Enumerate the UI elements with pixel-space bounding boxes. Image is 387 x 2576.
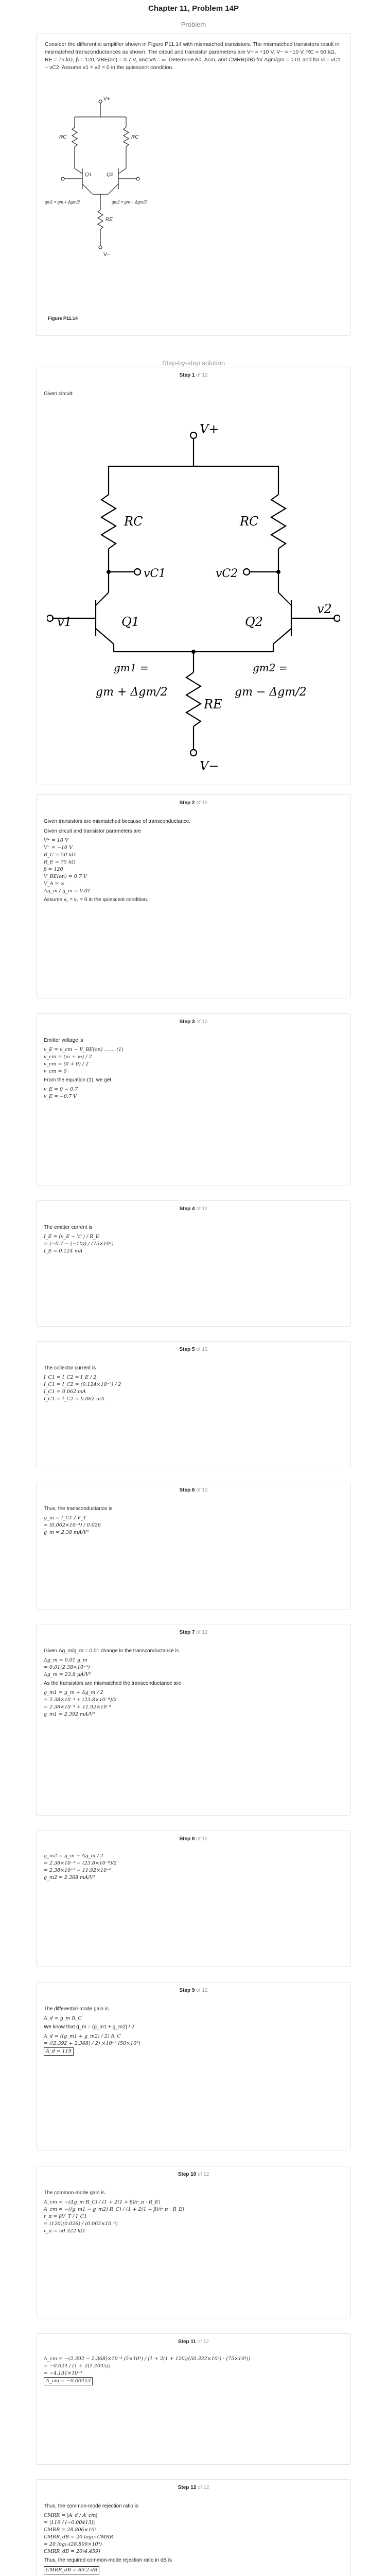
step-text: The common-mode gain is: [44, 2190, 105, 2196]
re-label: RE: [204, 697, 222, 711]
step-body: [44, 1646, 343, 1718]
step-by-step-heading: Step-by-step solution: [162, 359, 225, 367]
step-of-total: of 12: [195, 372, 208, 378]
step-card: [36, 2479, 351, 2576]
step-of-total: of 12: [195, 1988, 208, 1993]
step-label: Step 7: [179, 1630, 195, 1635]
step-of-total: of 12: [195, 1347, 208, 1352]
equation-line: CMRR = 28.806×10³: [44, 2527, 97, 2533]
step-label: Step 11: [178, 2339, 196, 2345]
equation-line: = 2.38×10⁻³ − 11.92×10⁻⁶: [44, 1868, 112, 1873]
equation-line: CMRR_dB = 20 log₁₀ CMRR: [44, 2534, 113, 2540]
gm1-label: gm1 =: [114, 662, 149, 674]
equation-line: I_C1 = I_C2 = (0.124×10⁻³) / 2: [44, 1382, 121, 1387]
boxed-result-value: A_cm = −0.00413: [44, 2377, 93, 2385]
step-heading: [37, 2172, 350, 2177]
equation-line: g_m = I_C1 / V_T: [44, 1515, 86, 1521]
equation-line: g_m = 2.38 mA/V²: [44, 1530, 89, 1535]
equation-line: g_m2 = 2.368 mA/V²: [44, 1875, 95, 1880]
equation-line: g_m1 = g_m + Δg_m / 2: [44, 1690, 103, 1696]
step-label: Step 4: [179, 1206, 195, 1212]
step-of-total: of 12: [196, 2172, 209, 2177]
step-card: [36, 1831, 351, 1967]
step-text: Given circuit:: [44, 391, 74, 397]
step-label: Step 1: [179, 372, 195, 378]
vc2-terminal: [243, 569, 250, 575]
fig-gm1-label: gm1 = gm + Δgm/2: [45, 200, 80, 205]
equation-line: β = 120: [44, 867, 63, 872]
equation-line: = ((2.392 + 2.368) / 2) ×10⁻³ (50×10³): [44, 2041, 140, 2046]
step-label: Step 3: [179, 1019, 195, 1025]
step-body: [44, 2188, 343, 2235]
vc1-label: vC1: [144, 567, 166, 580]
step-heading: [37, 2485, 350, 2490]
boxed-result-value: CMRR_dB = 89.2 dB: [44, 2566, 99, 2574]
step-body: [44, 1363, 343, 1403]
equation-line: Δg_m = 0.01 g_m: [44, 1657, 87, 1663]
equation-line: R_E = 75 kΩ: [44, 859, 76, 865]
equation-line: = 2.38×10⁻³ + (23.8×10⁻⁶)/2: [44, 1697, 117, 1703]
fig-q2-label: Q2: [107, 172, 114, 178]
step-label: Step 10: [178, 2172, 197, 2177]
circuit-diagram: [47, 399, 340, 782]
vc1-terminal: [134, 569, 140, 575]
step-body: [44, 2501, 343, 2574]
step-text: Thus, the common-mode rejection ratio is: [44, 2503, 138, 2509]
step-of-total: of 12: [195, 800, 208, 806]
rc-left-label: RC: [124, 514, 143, 529]
equation-line: A_cm = −(Δg_m R_C) / (1 + 2(1 + β)/r_π · R_E): [44, 2199, 161, 2205]
equation-line: I_C1 = 0.062 mA: [44, 1389, 86, 1395]
equation-line: v_E = −0.7 V: [44, 1094, 77, 1099]
equation-line: = (120)(0.026) / (0.062×10⁻³): [44, 2221, 118, 2227]
fig-vplus-label: V+: [103, 96, 110, 102]
step-body: [44, 2004, 343, 2056]
problem-figure: [44, 91, 178, 313]
q2-label: Q2: [245, 615, 263, 629]
resistor-rc: [271, 495, 286, 549]
rc-right-label: RC: [240, 514, 259, 529]
fig-gm2-label: gm2 = gm − Δgm/2: [112, 200, 147, 205]
equation-line: v_cm = 0: [44, 1069, 67, 1074]
step-text: The emitter current is: [44, 1225, 93, 1230]
equation-line: v_E = v_cm − V_BE(on) ....... (1): [44, 1047, 124, 1053]
step-body: [44, 389, 343, 400]
equation-line: = 2.38×10⁻³ − (23.8×10⁻⁶)/2: [44, 1860, 117, 1866]
step-heading: [37, 2339, 350, 2345]
step-heading: [37, 1347, 350, 1352]
equation-line: = (−0.7 − (−10)) / (75×10³): [44, 1241, 114, 1247]
gm2-label: gm2 =: [253, 662, 288, 674]
equation-line: r_π = βV_T / I_C1: [44, 2214, 87, 2219]
equation-line: A_cm = −(2.392 − 2.368)×10⁻³ (5×10³) / (1 + 2(1 + 120)/(50.322×10³) · (75×10³)): [44, 2356, 251, 2362]
step-text: We know that g_m = (g_m1 + g_m2) / 2: [44, 2024, 135, 2030]
step-of-total: of 12: [196, 2339, 209, 2345]
wire: [96, 629, 114, 644]
equation-line: = 0.01(2.38×10⁻³): [44, 1665, 90, 1670]
vminus-terminal: [190, 750, 197, 756]
problem-text: Consider the differential amplifier shown in Figure P11.14 with mismatched transistors. The mismatched transistors result in mismatched transconductances as shown. The circuit and transistor parameters are V+ = +10 V, V− = −10 V, RC = 50 kΩ, RE = 75 kΩ, β = 120, VBE(on) = 0.7 V, and VA = ∞. Determine Ad, Acm, and CMRR(dB) for Δgm/gm = 0.01 and for vi = vC1 − vC2. Assume v1 = v2 = 0 in the quiescent condition.: [45, 41, 341, 71]
q1-label: Q1: [121, 615, 139, 629]
step-of-total: of 12: [195, 1836, 208, 1842]
step-label: Step 2: [179, 800, 195, 806]
step-of-total: of 12: [195, 1206, 208, 1212]
step-text: Emitter voltage is: [44, 1038, 83, 1043]
equation-line: V_BE(on) = 0.7 V: [44, 874, 87, 879]
equation-line: g_m1 = 2.392 mA/V²: [44, 1711, 95, 1717]
step-text: Given circuit and transistor parameters are: [44, 828, 141, 834]
step-body: [44, 2355, 343, 2385]
wire: [96, 592, 109, 605]
wire: [278, 592, 291, 605]
equation-line: CMRR = |A_d / A_cm|: [44, 2513, 98, 2518]
equation-line: Δg_m / g_m = 0.01: [44, 888, 91, 894]
step-heading: [37, 800, 350, 806]
v1-label: v1: [57, 615, 72, 629]
problem-card: [36, 33, 351, 336]
step-card: [36, 1013, 351, 1185]
equation-line: = −4.131×10⁻³: [44, 2370, 83, 2376]
equation-line: v_cm = (0 + 0) / 2: [44, 1061, 89, 1067]
step-heading: [37, 1019, 350, 1025]
step-card: [36, 2333, 351, 2465]
gm1-expression: gm + Δgm/2: [96, 686, 168, 699]
equation-line: g_m2 = g_m − Δg_m / 2: [44, 1853, 103, 1859]
step-heading: [37, 1988, 350, 1993]
fig-vminus-label: V−: [103, 252, 110, 258]
fig-rc-right-label: RC: [131, 134, 139, 140]
equation-line: V⁺ = 10 V: [44, 838, 68, 843]
step-body: [44, 817, 343, 906]
step-text: Given Δg_m/g_m = 0.01 change in the transconductance is: [44, 1648, 179, 1654]
step-body: [44, 1223, 343, 1255]
step-heading: [37, 1206, 350, 1212]
step-body: [44, 1504, 343, 1536]
step-card: [36, 1200, 351, 1327]
problem-heading: Problem: [181, 21, 206, 28]
step-text: From the equation (1), we get: [44, 1077, 112, 1083]
vminus-label: V−: [200, 759, 219, 773]
equation-line: I_E = (v_E − V⁻) / R_E: [44, 1234, 99, 1240]
equation-line: = −0.024 / (1 + 2(1.4045)): [44, 2363, 111, 2369]
step-label: Step 5: [179, 1347, 195, 1352]
equation-line: = 2.38×10⁻³ + 11.92×10⁻⁶: [44, 1704, 112, 1710]
gm2-expression: gm − Δgm/2: [235, 686, 307, 699]
figure-caption: Figure P11.14: [48, 316, 78, 321]
boxed-result: [44, 2047, 343, 2056]
step-text: Assume v₁ = v₂ = 0 in the quiescent condition.: [44, 897, 148, 903]
vplus-label: V+: [200, 422, 219, 436]
equation-line: I_C1 = I_C2 = I_E / 2: [44, 1375, 97, 1380]
equation-line: = 20 log₁₀(28.806×10³): [44, 2541, 102, 2547]
equation-line: I_C1 = I_C2 = 0.062 mA: [44, 1396, 104, 1402]
step-of-total: of 12: [195, 1019, 208, 1025]
step-text: As the transistors are mismatched the transconductance are: [44, 1681, 181, 1686]
step-text: Thus, the required common-mode rejection ratio in dB is: [44, 2557, 172, 2563]
equation-line: = (0.062×10⁻³) / 0.026: [44, 1522, 101, 1528]
step-card: [36, 794, 351, 998]
page-title: Chapter 11, Problem 14P: [148, 4, 239, 13]
vc2-label: vC2: [216, 567, 238, 580]
equation-line: V⁻ = −10 V: [44, 845, 73, 851]
fig-re-label: RE: [105, 217, 113, 223]
step-body: [44, 1036, 343, 1100]
equation-line: CMRR_dB = 20(4.459): [44, 2549, 100, 2554]
equation-line: A_d = ((g_m1 + g_m2) / 2) R_C: [44, 2033, 121, 2039]
step-card: [36, 1482, 351, 1609]
step-of-total: of 12: [196, 2485, 209, 2490]
step-heading: [37, 372, 350, 378]
equation-line: R_C = 50 kΩ: [44, 852, 76, 858]
step-of-total: of 12: [195, 1487, 208, 1493]
equation-line: r_π = 50.322 kΩ: [44, 2228, 85, 2234]
equation-line: I_E = 0.124 mA: [44, 1248, 83, 1254]
step-heading: [37, 1487, 350, 1493]
step-label: Step 9: [179, 1988, 195, 1993]
resistor-re: [186, 672, 201, 726]
step-heading: [37, 1836, 350, 1842]
step-label: Step 6: [179, 1487, 195, 1493]
boxed-result: [44, 2566, 343, 2574]
step-text: The differential-mode gain is: [44, 2006, 109, 2012]
equation-line: v_E = 0 − 0.7: [44, 1087, 78, 1092]
step-text: Given transistors are mismatched because of transconductance.: [44, 819, 191, 824]
step-heading: [37, 1630, 350, 1635]
equation-line: = |119 / (−0.00413)|: [44, 2520, 95, 2526]
step-card: [36, 1624, 351, 1816]
step-of-total: of 12: [195, 1630, 208, 1635]
step-label: Step 12: [178, 2485, 197, 2490]
equation-line: A_d = g_m R_C: [44, 2015, 82, 2021]
v2-label: v2: [317, 602, 332, 616]
fig-rc-left-label: RC: [59, 134, 67, 140]
step-text: The collector current is: [44, 1365, 96, 1371]
step-body: [44, 1853, 343, 1882]
boxed-result: [44, 2377, 343, 2385]
wire: [273, 629, 291, 644]
equation-line: A_cm = −((g_m1 − g_m2) R_C) / (1 + 2(1 + β)/r_π · R_E): [44, 2207, 185, 2212]
resistor-rc: [101, 495, 116, 549]
step-card: [36, 2166, 351, 2318]
step-card: [36, 1341, 351, 1467]
equation-line: V_A = ∞: [44, 881, 65, 887]
equation-line: v_cm = (v₁ + v₂) / 2: [44, 1054, 92, 1060]
step-text: Thus, the transconductance is: [44, 1506, 113, 1512]
vplus-terminal: [190, 432, 197, 438]
equation-line: Δg_m = 23.8 µA/V²: [44, 1672, 91, 1677]
step-label: Step 8: [179, 1836, 195, 1842]
step-card: [36, 1982, 351, 2150]
boxed-result-value: A_d = 119: [44, 2047, 74, 2056]
step-card: [36, 367, 351, 785]
fig-q1-label: Q1: [85, 172, 92, 178]
